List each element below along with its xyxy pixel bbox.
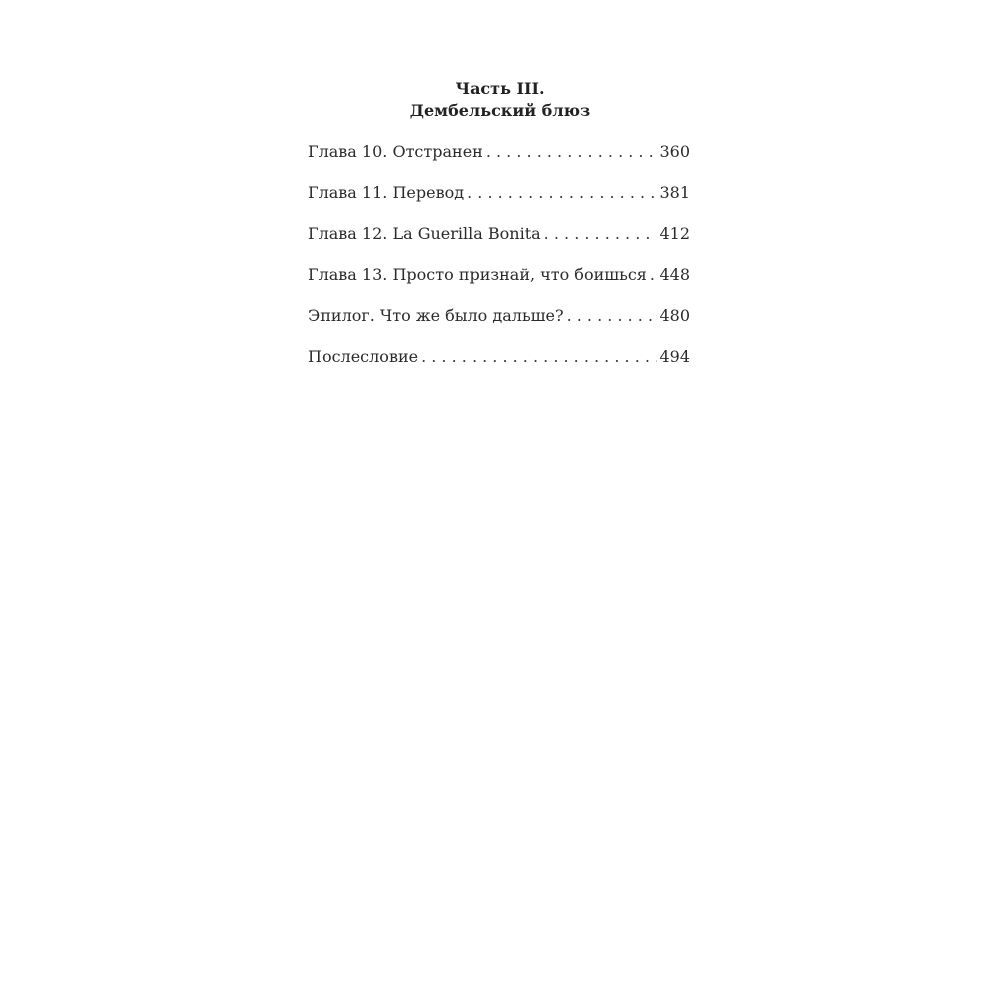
toc-dot-leader (650, 264, 658, 286)
toc-entry-title: Глава 10. Отстранен (308, 142, 483, 161)
toc-entry-title: Глава 12. La Guerilla Bonita (308, 224, 541, 243)
table-of-contents (308, 141, 690, 387)
toc-entry (308, 346, 690, 387)
toc-entry-page: 381 (659, 183, 690, 202)
toc-entry-page: 360 (659, 142, 690, 161)
toc-entry-page: 412 (659, 224, 690, 243)
toc-entry-page: 494 (659, 347, 690, 366)
toc-dot-leader (567, 305, 658, 327)
toc-entry-page: 480 (659, 306, 690, 325)
toc-entry (308, 182, 690, 223)
toc-entry (308, 305, 690, 346)
toc-entry-title: Эпилог. Что же было дальше? (308, 306, 564, 325)
toc-entry-title: Глава 13. Просто признай, что боишься (308, 265, 647, 284)
toc-dot-leader (544, 223, 658, 245)
toc-dot-leader (467, 182, 657, 204)
toc-entry (308, 223, 690, 264)
toc-dot-leader (421, 346, 657, 368)
toc-dot-leader (486, 141, 658, 163)
toc-entry (308, 264, 690, 305)
toc-entry-title: Глава 11. Перевод (308, 183, 465, 202)
toc-entry-title: Послесловие (308, 347, 419, 366)
part-heading (0, 78, 1000, 122)
toc-entry-page: 448 (659, 265, 690, 284)
part-title: Дембельский блюз (409, 101, 591, 120)
part-number: Часть III. (455, 79, 545, 98)
toc-entry (308, 141, 690, 182)
